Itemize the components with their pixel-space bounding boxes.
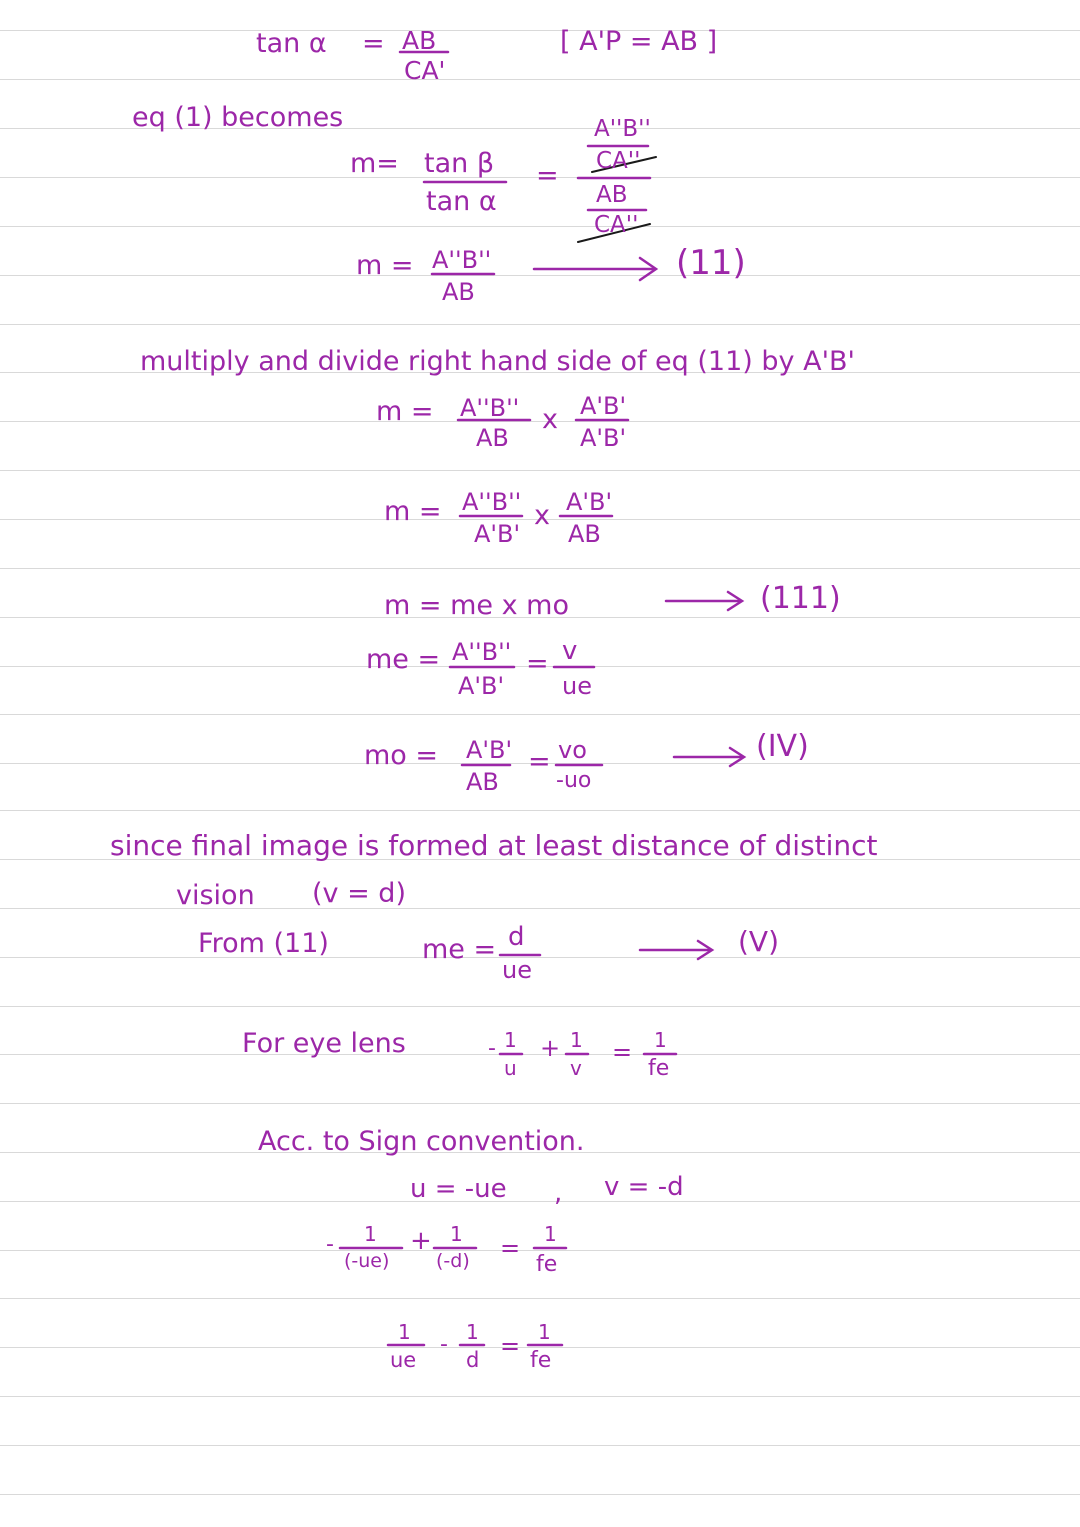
fraction-denominator: (-d) [436,1250,470,1272]
fraction-numerator: 1 [654,1028,667,1052]
fraction-denominator: A'B' [458,672,505,700]
minus-sign: - [326,1232,334,1257]
fraction-denominator: AB [476,424,509,452]
fraction-denominator: AB [466,768,499,796]
me-label: me = [366,644,441,675]
minus-sign: - [488,1036,496,1061]
equals-sign: = [362,28,385,59]
me-label: me = [422,934,497,965]
magnification-equation: m = me x mo [384,590,569,621]
fraction-denominator: u [504,1056,517,1080]
equals-sign: = [612,1038,633,1066]
comma: , [554,1178,563,1208]
condition-text: (v = d) [312,878,406,909]
fraction-denominator: A'B' [580,424,627,452]
fraction-denominator: AB [568,520,601,548]
fraction-denominator: ue [390,1348,417,1372]
fraction-denominator: A'B' [474,520,521,548]
v-value: v = -d [604,1172,684,1202]
fraction-denominator: v [570,1056,582,1080]
fraction-denominator: fe [530,1348,552,1373]
fraction-numerator: AB [596,182,628,208]
equals-sign: = [500,1332,521,1360]
equals-sign: = [536,160,559,191]
fraction-numerator: d [508,922,525,952]
equation-reference: (111) [760,581,841,616]
fraction-denominator: ue [562,672,592,700]
fraction-numerator: A''B'' [594,116,651,142]
fraction-numerator: A''B'' [452,638,512,666]
vision-text: vision [176,880,255,911]
fraction-numerator: 1 [570,1028,583,1052]
equals-sign: = [528,746,551,777]
fraction-numerator: A''B'' [460,394,520,422]
fraction-numerator: 1 [364,1222,377,1246]
m-label: m = [356,250,414,281]
equals-sign: = [500,1234,521,1262]
minus-sign: - [440,1332,448,1357]
bracket-note: [ A'P = AB ] [560,26,718,57]
fraction-denominator: CA'' [594,212,639,238]
fraction-numerator: 1 [398,1320,411,1344]
eq-becomes-text: eq (1) becomes [132,102,344,133]
fraction-numerator: 1 [450,1222,463,1246]
equation-reference: (V) [738,925,780,958]
fraction-numerator: 1 [544,1222,557,1246]
plus-sign: + [540,1034,561,1062]
fraction-denominator: (-ue) [344,1250,390,1272]
tan-alpha-label: tan α [426,186,497,217]
fraction-numerator: A'B' [466,736,513,764]
eye-lens-label: For eye lens [242,1028,406,1059]
m-label: m = [384,496,442,527]
instruction-text: multiply and divide right hand side of eq (11) by A'B' [140,346,855,377]
fraction-numerator: 1 [538,1320,551,1344]
fraction-numerator: vo [558,736,587,764]
fraction-denominator: CA' [404,56,446,85]
fraction-numerator: A''B'' [432,246,492,274]
equals-sign: = [526,648,549,679]
explanation-text: since final image is formed at least distance of distinct [110,829,878,862]
times-sign: x [542,404,558,435]
sign-convention-title: Acc. to Sign convention. [258,1126,585,1157]
fraction-denominator: fe [536,1252,558,1277]
fraction-numerator: 1 [504,1028,517,1052]
fraction-denominator: ue [502,956,532,984]
equation-reference: (11) [676,243,746,283]
tan-beta-label: tan β [424,148,495,179]
m-label: m= [350,148,399,179]
u-value: u = -ue [410,1174,507,1204]
plus-sign: + [410,1226,432,1256]
fraction-denominator: -uo [556,768,592,793]
equation-reference: (IV) [756,729,809,764]
fraction-denominator: CA'' [596,148,641,174]
mo-label: mo = [364,740,439,771]
tan-alpha-label: tan α [256,28,327,59]
m-label: m = [376,396,434,427]
fraction-numerator: A'B' [566,488,613,516]
fraction-denominator: fe [648,1056,670,1081]
fraction-numerator: v [562,636,578,666]
fraction-numerator: AB [402,26,437,55]
fraction-denominator: d [466,1348,480,1372]
fraction-denominator: AB [442,278,475,306]
fraction-numerator: A'B' [580,392,627,420]
fraction-numerator: 1 [466,1320,479,1344]
fraction-numerator: A''B'' [462,488,522,516]
from-reference: From (11) [198,928,329,959]
times-sign: x [534,500,550,531]
